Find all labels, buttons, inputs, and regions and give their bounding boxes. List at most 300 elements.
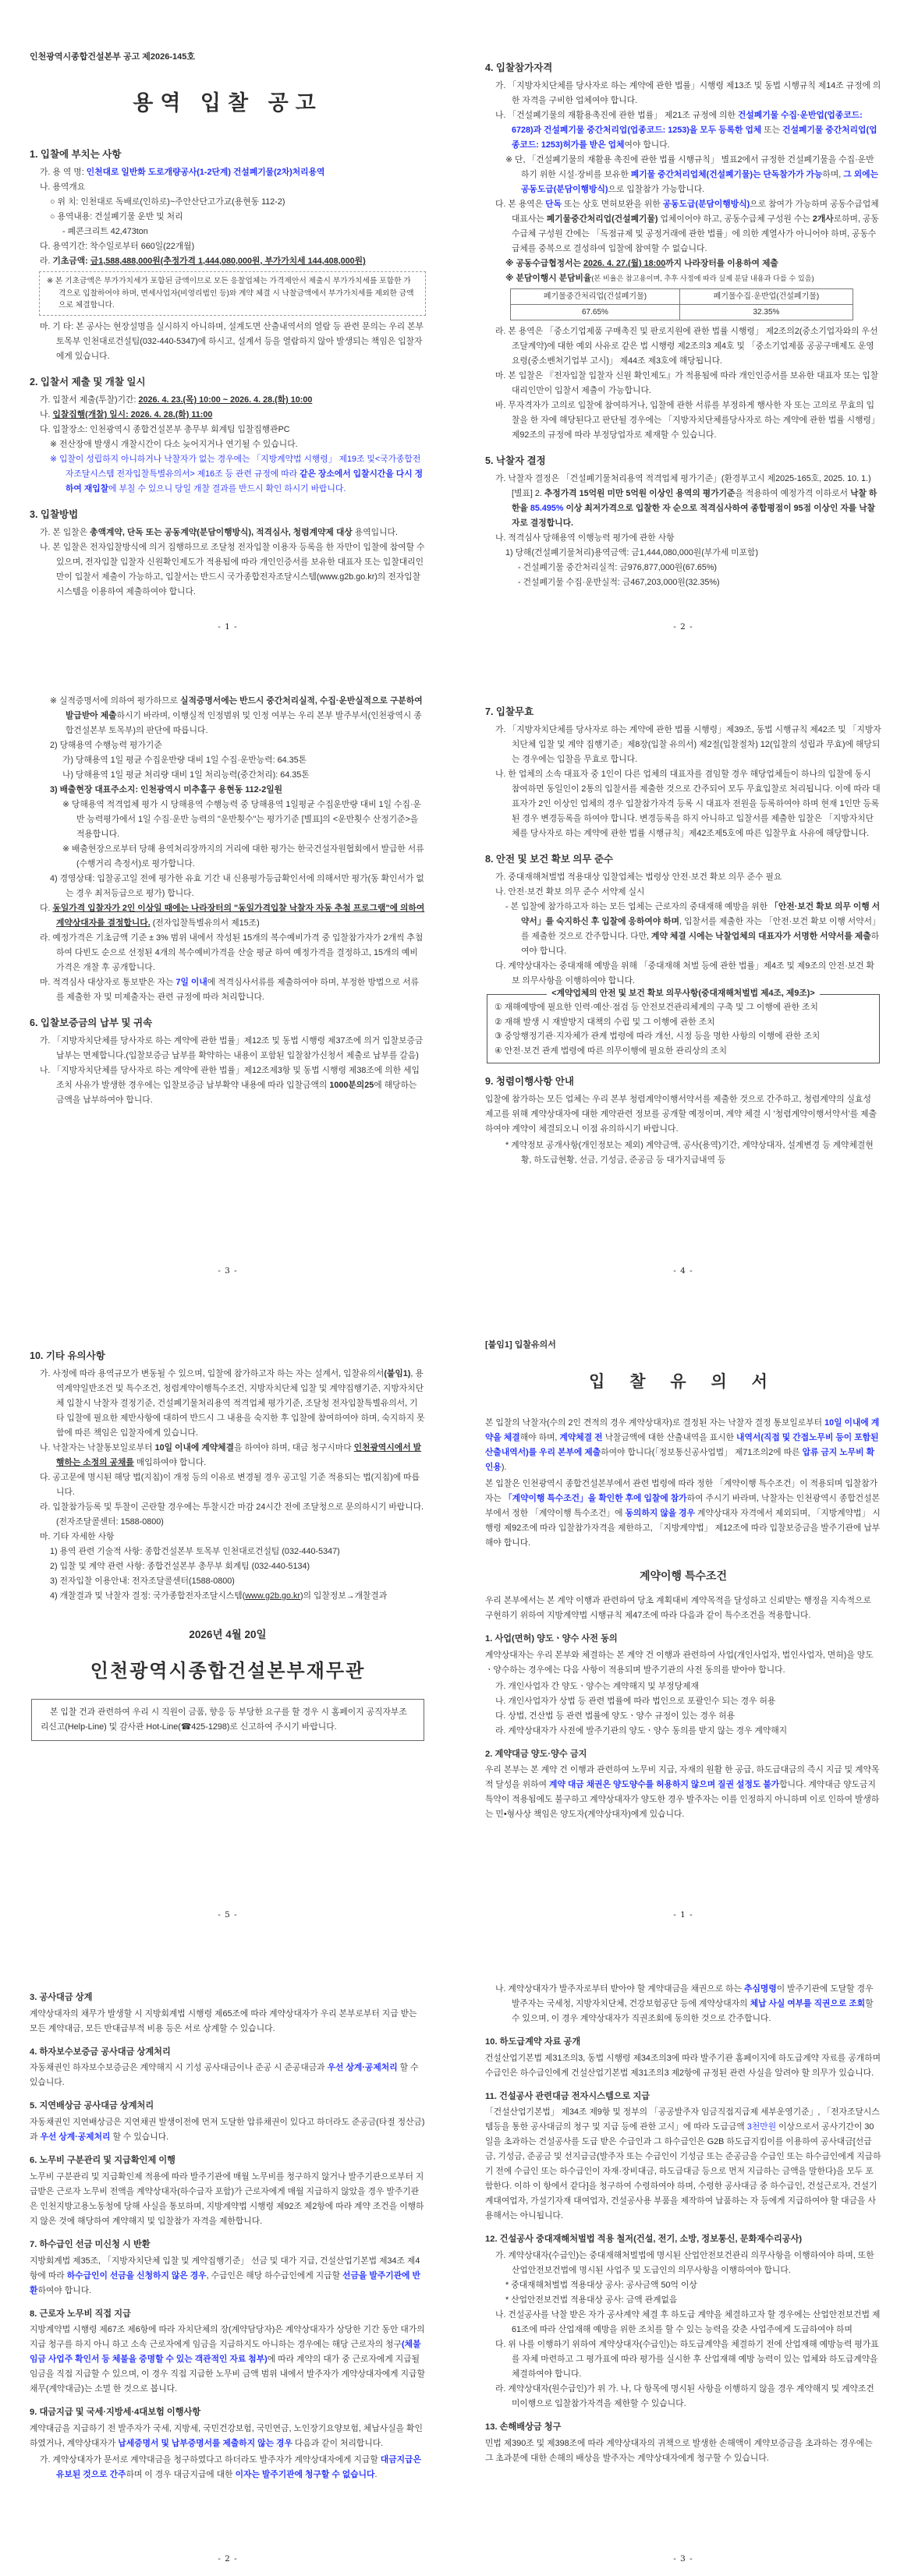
text-run: 라. 계약상대자(원수급인)가 위 가. 나, 다 항목에 명시된 사항을 이행하지 않을 경우 계약해지 및 계약조건 미이행으로 입찰참가자격을 제한할 수 있습니다. [495,2384,874,2409]
announcement-number [30,50,426,65]
text-run: 마. 기 타: 본 공사는 현장설명을 실시하지 아니하며, 설계도면 산출내역서의 열람 등 관련 문의는 우리 본부 토목부 인천대로건설팀(032-440-5347)에 하시고, 설계서 등을 열람하지 않아 발생되는 책임은 입찰자에게 있습니다. [40,321,424,361]
obligations-box [487,989,880,1063]
page-3 [0,644,456,1288]
text-run: 건설폐기물 중간처리업(업종코드: 1253)허가를 받은 업체 [512,126,877,150]
text-run: 인천광역시에서 발행하는 소정의 공채를 [56,1443,422,1467]
announcement-date [30,1626,426,1644]
list-item [30,2453,426,2482]
page-number: - 3 - [673,2553,693,2564]
text-run: 실적증명서에는 반드시 중간처리실적, 수집·운반실적으로 구분하여 발급받아 제출 [66,696,423,720]
text-run: 가. 입찰서 제출(투찰)기간: [40,395,139,405]
g2b-link[interactable]: www.g2b.go.kr [245,1591,301,1601]
page-number: - 1 - [673,1909,693,1920]
text-run: 하며, [822,170,844,179]
document-title [30,85,426,122]
text-run: * 산업안전보건법 적용대상 공사: 금액 관계없음 [505,2295,678,2305]
text-run: 3) 전자입찰 이용안내: 전자조달콜센터(1588-0800) [50,1576,235,1586]
list-item [30,1034,426,1063]
list-item [30,931,426,975]
paragraph [30,2170,426,2229]
page-number: - 2 - [673,621,693,632]
text-run: 나. 낙찰자는 낙찰통보일로부터 [40,1443,155,1453]
text-run: . [374,2469,378,2479]
text-run: 할 수 있습니다. [30,2063,419,2088]
text-run: 가. 개인사업자 간 양도ㆍ양수는 계약해지 및 부정당제재 [495,1681,699,1691]
text-run: 6. 노무비 구분관리 및 지급확인제 이행 [30,2156,175,2166]
text-run: 다음과 같이 처리합니다. [292,2438,384,2448]
paragraph [30,2254,426,2298]
text-run: 총액계약, 단독 또는 공동계약(분담이행방식), 적격심사, 청렴계약제 대상 [90,527,353,537]
text-run: 하여야 합니다. [37,2285,92,2295]
list-item [30,254,426,269]
text-run: ). [501,1463,507,1473]
text-run: - 폐콘크리트 42,473ton [62,226,148,236]
text-run: 할 수 있습니다. [110,2132,169,2143]
text-run: 3) 배출현장 대표주소지: 인천광역시 미추홀구 용현동 112-2일원 [50,785,283,794]
text-run: 1000분의25 [329,1081,374,1090]
text-run: 그 외에는 공동도급(분담이행방식) [521,170,878,194]
text-run: 하수급인이 선금을 신청하지 않은 경우 [66,2270,207,2281]
list-item [485,2293,881,2308]
subsection-heading [485,1747,881,1763]
notice-box [39,271,426,316]
page-number: - 1 - [218,621,238,632]
subsection-heading [30,2045,426,2061]
text-run: 동일가격 입찰자가 2인 이상일 때에는 나라장터의 "동일가격입찰 낙찰자 자동 추첨 프로그램"에 의하여 계약상대자를 결정합니다. [52,904,425,928]
list-item [485,546,881,561]
text-run: 나. 「건설폐기물의 재활용촉진에 관한 법률」 제21조 규정에 의한 [495,111,738,120]
attachment-title [485,1368,881,1397]
text-run: 하며 이 경우 대금지급에 대한 [126,2469,236,2479]
text-run: 다. 공고문에 명시된 해당 법(지침)이 개정 등의 이유로 변경될 경우 공고일 기준 적용되는 법(지침)에 따릅니다. [40,1473,420,1497]
text-run: 할 수 있으며, 이 경우 계약상대자가 직권조회에 동의한 것으로 간주합니다. [512,1999,874,2023]
list-item [30,195,426,210]
section-heading [485,452,881,469]
subsection-heading [485,2089,881,2105]
table-header-cell: 폐기물중간처리업(건설폐기물) [511,289,680,305]
text-run: 공동도급(분담이행방식) [662,200,750,209]
text-run: 라. [40,256,53,266]
list-item [30,393,426,408]
list-item [30,525,426,540]
text-run: 지방회계법 제35조, 「지방자치단체 입찰 및 계약집행기준」 선금 및 대가 지급, 건설산업기본법 제34조 제4항에 따라 [30,2256,420,2281]
text-run: )의 입찰정보→개찰결과 [300,1591,388,1601]
text-run: ※ 배출현장으로부터 당해 용역처리장까지의 거리에 대한 평가는 한국건설자원협회에서 발급한 서류(수행거리 측정서)로 평가합니다. [62,844,424,869]
text-run: 에 부칠 수 있으니 당일 개찰 결과를 반드시 확인 하시기 바랍니다. [108,483,346,494]
text-run: 마. 본 입찰은 『전자입찰 입찰자 신원 확인제도』가 적용됨에 따라 개인인증서를 보유한 대표자 또는 입찰대리인만이 입찰서 제출이 가능합니다. [495,371,879,395]
paragraph [30,2061,426,2090]
subsection-heading [30,2099,426,2114]
text-run: , 수급인은 해당 하수급인에게 지급할 [206,2270,343,2281]
text-run: 2026. 4. 27.(월) 18:00 [583,259,666,268]
text-run: 우선 상계·공제처리 [40,2132,111,2143]
text-run: 나. 계약상대자가 발주자로부터 받아야 할 계약대금을 채권으로 하는 [495,1984,745,1994]
text-run: 1) 당해(건설폐기물처리)용역금액: 금1,444,080,000원(부가세 미포함) [505,548,759,557]
text-run: 2. 입찰서 제출 및 개찰 일시 [30,376,146,387]
text-run: - 건설폐기물 중간처리실적: 금976,877,000원(67.65%) [518,563,718,572]
text-run: 7일 이내 [175,978,207,987]
text-run: 이상 최저가격으로 입찰한 자 순으로 적격심사하여 종합평점이 95점 이상인 자를 낙찰자로 결정합니다. [512,504,876,528]
text-run: 「건설산업기본법」 제34조 제9항 및 정부의 「공공발주자 임금직접지급제 세부운영기준」, 「전자조달시스템등을 통한 공사대금의 청구 및 지급 등에 관한 고시」에 따라 도급금액 [485,2107,880,2132]
text-run: 지방계약법 시행령 제67조 제6항에 따라 자치단체의 장(계약담당자)은 계약상대자가 상당한 기간 동안 대가의 지급 청구를 하지 아니 하고 소속 근로자에게 임금을 지급하지도 아니하는 경우에는 해당 근로자의 청구 [30,2325,425,2350]
table-cell: 67.65% [511,305,680,320]
list-item [30,842,426,872]
list-item [485,2278,881,2293]
text-run: ※ 단, 「건설폐기물의 재활용 촉진에 관한 법률 시행규칙」 별표2에서 규정한 건설폐기물을 수집·운반하기 위한 시설·장비를 보유한 [505,155,874,179]
text-run: 낙찰금액에 대한 산출내역을 표시한 [602,1433,737,1443]
paragraph [485,1594,881,1623]
list-item [30,1589,426,1604]
report-box [31,1699,424,1741]
list-item [30,225,426,239]
paragraph [485,1477,881,1551]
text-run: 2026년 4월 20일 [189,1629,267,1640]
list-item [485,398,881,443]
section-heading [30,506,426,523]
text-run: 13. 손해배상금 청구 [485,2422,562,2433]
text-run: 폐기물중간처리업(건설폐기물) [546,214,658,224]
text-run: 내역서(직접 및 간접노무비 등이 포함된 산출내역서)를 우리 본부에 제출 [485,1433,879,1458]
text-run: 나. 적격심사 당해용역 이행능력 평가에 관한 사항 [495,533,675,543]
list-item [485,271,881,286]
text-run: 4. 하자보수보증금 공사대금 상계처리 [30,2047,171,2057]
text-run: 나. 본 입찰은 전자입찰방식에 의거 집행하므로 조달청 전자입찰 이용자 등록을 한 자만이 입찰에 참여할 수 있으며, 전자입찰 입찰자 신원확인제도가 적용됨에 따라 개인인증서를 보유한 대표자 또는 입찰대리인만이 입찰서 제출이 가능하고, 입찰서는 반드시 국가종합전자조달시스템(www.g2b.go.kr)의 전자입찰시스템을 이용하여 제출하여야 합니다. [40,542,425,596]
page-7 [0,1932,456,2576]
text-run: 6. 입찰보증금의 납부 및 귀속 [30,1017,153,1028]
text-run: 여야 합니다. [624,140,670,150]
text-run: 다. 입찰장소: 인천광역시 종합건설본부 총무부 회계팀 입찰집행관PC [40,424,290,434]
list-item [485,531,881,546]
text-run: 에 해당하는 금액을 납부하여야 합니다. [56,1081,417,1105]
text-run: 우리 본부에서는 본 계약 이행과 관련하여 당초 계획대비 계약목적을 달성하고 신뢰받는 행정을 지속적으로 구현하기 위하여 지방계약법 시행규칙 제47조에 따라 다음과 같이 특수조건을 적용합니다. [485,1595,871,1620]
text-run: ※ 본 기초금액은 부가가치세가 포함된 금액이므로 모든 응찰업체는 가격제안서 제출시 부가가치세를 포함한 가격으로 입찰하여야 하며, 면세사업자(비영리법인 등)와 계약 체결 시 낙찰금액에서 부가가치세를 제외한 금액으로 체결합니다. [47,276,414,310]
text-run: 다. 상법, 건산법 등 관련 법률에 양도ㆍ양수 규정이 있는 경우 허용 [495,1711,736,1721]
text-run: 같은 장소에서 입찰시간을 다시 정하여 재입찰 [66,469,424,494]
list-item [30,423,426,437]
text-run: 본 입찰 건과 관련하여 우리 시 직원이 금품, 향응 등 부당한 요구를 할 경우 시 홈페이지 공직자부조리신고(Help-Line) 및 감사관 Hot-Line(☎425-1298)로 신고하여 주시기 바랍니다. [41,1707,407,1732]
text-run: 이 발주기관에 도달할 경우 발주자는 국세청, 지방자치단체, 건강보험공단 등에 계약상대자의 [512,1984,874,2008]
text-run: 나) 당해용역 1일 평균 처리량 대비 1일 처리능력(중간처리): 64.35톤 [62,770,310,780]
list-item [30,798,426,842]
text-run: 낙찰 하한율 [512,489,877,513]
list-item [30,1441,426,1470]
text-run: 다. 용역기간: 착수일로부터 660일(22개월) [40,241,195,251]
text-run: 라. 본 용역은 「중소기업제품 구매촉진 및 판로지원에 관한 법률 시행령」 제2조의2(중소기업자와의 우선조달계약)에 대한 예외 사유로 같은 법 시행령 제2조의3 제4호 및 「중소기업제품 공공구매제도 운영요령(중소벤처기업부 고시)」 제44조 제3호에 해당됩니다. [495,327,878,366]
text-run: 노무비 구분관리 및 지급확인제 적용에 따라 발주기관에 매월 노무비를 청구하지 않거나 발주기관으로부터 지급받은 근로자 노무비 전액을 계약상대자(하수급자 포함)가 근로자에게 매월 지급하지 않았을 경우 발주기관은 인천지방고용노동청에 당해 사실을 통보하며, 지방계약법 시행령 제92조 제2항에 따라 계약 조건을 이행하지 않은 것에 해당하여 계약해지 및 입찰참가 자격을 제한합니다. [30,2171,424,2226]
subsection-heading [485,2035,881,2051]
text-run: , 용역계약일반조건 및 특수조건, 청렴계약이행특수조건, 지방자치단체 입찰 및 계약집행기준, 지방자치단체 입찰시 낙찰자 결정기준, 건설폐기물처리용역 적격업체 평가기준, 조달청 전자입찰특별유의서, 기타 입찰에 필요한 제반사항에 대하여 반드시 그 내용을 숙지한 후 입찰에 참여하여야 하며, 숙지하지 못함에 따른 책임은 입찰자에게 있습니다. [56,1369,425,1438]
text-run: 다. [40,904,53,913]
list-item [30,872,426,901]
section-heading [30,1347,426,1364]
list-item [485,2337,881,2382]
list-item [485,369,881,398]
text-run: 계약 대금 채권은 양도양수를 허용하지 않으며 질권 설정도 불가 [549,1780,780,1790]
text-run: ※ 전산장애 발생시 개찰시간이 다소 늦어지거나 연기될 수 있습니다. [50,439,298,449]
text-run: 또는 [761,126,783,135]
list-item [30,1063,426,1108]
text-run: 에 적격심사서류를 제출하여야 하며, 부정한 방법으로 서류를 제출한 자 및 미제출자는 관련 규정에 따라 처리합니다. [56,978,420,1002]
list-item [485,767,881,841]
text-run: (본 비율은 참고용이며, 추후 사정에 따라 실제 분담 내용과 다를 수 있음) [591,274,814,282]
text-run: 85.495% [530,504,564,513]
text-run: 계약대금을 지급하기 전 발주자가 국세, 지방세, 국민건강보험, 국민연금, 노인장기요양보험, 체납사실을 확인하였거나, 계약상대자가 [30,2423,423,2448]
text-run: ※ 분담이행시 분담비율 [505,274,592,283]
text-run: 납세증명서 및 납부증명서를 제출하지 않는 경우 [118,2438,292,2448]
paragraph [30,2007,426,2036]
box-text [41,1705,415,1735]
text-run: 계약상대자는 우리 본부와 체결하는 본 계약 건 이행과 관련하여 사업(개인사업자, 법인사업자, 면허)을 양도ㆍ양수하는 경우에는 다음 사항이 적용되며 발주기관의 사전 동의를 받아야 합니다. [485,1650,874,1675]
text-run: 또는 상호 면허보완을 위한 [562,200,663,209]
list-item [30,1530,426,1545]
text-run: 입 찰 유 의 서 [589,1373,778,1392]
list-item [30,452,426,497]
paragraph [485,1763,881,1822]
text-run: (붙임1) [384,1369,411,1378]
list-item [485,900,881,959]
text-run: 다. 계약상대자는 중대재해 예방을 위해 「중대재해 처벌 등에 관한 법률」제4조 및 제9조의 안전·보건 확보 의무사항을 이행하여야 합니다. [495,961,874,985]
text-run: 업체이어야 하고, 공동수급체 구성원 수는 [658,214,813,224]
obligation-item: ③ 중앙행정기관·지자체가 관계 법령에 따라 개선, 시정 등을 명한 사항의 이행에 관한 조치 [494,1031,821,1042]
text-run: 가. 「지방자치단체를 당사자로 하는 계약에 관한 법률」시행령 제13조 및 동법 시행규칙 제14조 규정에 의한 자격을 구비한 업체여야 합니다. [495,81,881,105]
text-run: 이상으로서 공사기간이 30일을 초과하는 건설공사를 도급 받은 수급인과 그 하수급인은 G2B 하도급지킴이를 이용하여 공사대금[선급금, 기성금, 준공금 및 선지급금(발주자 또는 수급인이 기성금 또는 준공금을 수급인 또는 하수급인에게 지급하기 전에 수급인 또는 하수급인이 자재·장비대금, 하도급대금 등으로 먼저 지급하는 금액을 말한다)을 모두 포함한다. 이하 이 항에서 같다]을 청구하여 수령하여야 하며, 수령한 공사대금 중 하수급인, 건설근로자, 건설기계대여업자, 가설기자재 대여업자, 건설공사용 부품을 제작하여 납품하는 자 등에게 지급하여야 할 대금을 사용해서는 아니됩니다. [485,2122,881,2221]
text-run: 본 입찰은 인천광역시 종합건설본부에서 관련 법령에 따라 정한 「계약이행 특수조건」이 적용되며 입찰참가자는 [485,1479,878,1504]
text-run: ○ 용역내용: 건설폐기물 운반 및 처리 [50,211,183,221]
text-run: - 본 입찰에 참가하고자 하는 모든 업체는 근로자의 중대재해 예방을 위한 [505,902,771,911]
subsection-heading [485,2232,881,2248]
text-run: 8. 안전 및 보건 확보 의무 준수 [485,854,614,865]
text-run: 3. 공사대금 상계 [30,1993,93,2002]
text-run: 10일 이내에 계약을 체결 [485,1418,880,1443]
section-heading [485,703,881,720]
text-run: - 건설폐기물 수집·운반실적: 금467,203,000원(32.35%) [518,578,720,587]
text-run: 으로 입찰참가 가능합니다. [608,185,705,194]
text-run: 4) 개찰결과 및 낙찰자 결정: 국가종합전자조달시스템( [50,1591,246,1601]
page-8 [456,1932,911,2576]
section-heading [30,1014,426,1031]
text-run: 건설산업기본법 제31조의3, 동법 시행령 제34조의3에 따라 발주기관 홈페이지에 하도급계약 자료를 공개하며 수급인은 하수급인에게 건설산업기본법 제31조의3 제2항에 규정된 관련 사실을 알려야 할 의무가 있습니다. [485,2053,881,2078]
text-run: 5. 지연배상금 공사대금 상계처리 [30,2101,154,2111]
text-run: 나. 용역개요 [40,182,86,192]
text-run: 민법 제390조 및 제398조에 따라 계약상대자의 귀책으로 발생한 손해액이 계약보증금을 초과하는 경우에는 그 초과분에 대한 손해의 배상을 발주자는 계약상대자에게 청구할 수 있습니다. [485,2438,873,2463]
subsection-heading [485,2420,881,2436]
text-run: 7. 하수급인 선금 미신청 시 반환 [30,2239,151,2249]
text-run: 하여 주시기 바라며, 낙찰자는 인천광역시 종합건설본부에서 정한 「계약이행 특수조건」에 [485,1494,881,1519]
subsection-heading [30,2405,426,2421]
section-heading [30,146,426,163]
text-run: 본 입찰의 낙찰자(수의 2인 견적의 경우 계약상대자)로 결정된 자는 낙찰자 결정 통보일로부터 [485,1418,825,1428]
list-item [30,768,426,783]
page-number: - 5 - [218,1909,238,1920]
text-run: 가. 「지방자치단체를 당사자로 하는 계약에 관한 법률 시행령」제39조, 동법 시행규칙 제42조 및 「지방자치단체 입찰 및 계약 집행기준」제8장(입찰 유의서) 제2절(입찰절차) 12(입찰의 성립과 무효)에 해당되는 경우에는 입찰을 무효로 합니다. [495,725,881,764]
list-item [30,901,426,931]
text-run: 계약이행 특수조건 [639,1569,728,1583]
page-number: - 4 - [673,1265,693,1276]
text-run: 추심명령 [744,1984,777,1994]
text-run: 자동채권인 지연배상금은 지연채권 발생이전에 먼저 도달한 압류채권이 있다고 하더라도 준공금(타절 정산금)과 [30,2118,425,2143]
paragraph [485,1092,881,1137]
text-run: 다. 본 용역은 [495,200,546,209]
text-run: 12. 건설공사 중대재해처벌법 적용 철저(건설, 전기, 소방, 정보통신, 문화재수리공사) [485,2235,803,2245]
text-run: 해야 하며, [519,1433,560,1443]
paragraph [485,2105,881,2224]
text-run: 라. 계약상대자가 사전에 발주기관의 양도ㆍ양수 동의를 받지 않는 경우 계약해지 [495,1725,788,1736]
text-run: 우선 상계·공제처리 [327,2063,398,2073]
text-run: 폐기물 중간처리업체(건설폐기물)는 단독참가가 가능 [630,170,823,179]
text-run: 입찰에 참가하는 모든 업체는 우리 본부 청렴계약이행서약서를 제출한 것으로 간주하고, 청렴계약의 실효성 제고를 위해 계약상대자에 대한 계약관련 정보를 공개할 예정이며, 계약 체결 시 '청렴계약이행서약서'를 제출하여야 계약이 체결되오니 이점 유의하시기 바랍니다. [485,1094,877,1134]
text-run: 4) 경영상태: 입찰공고일 전에 평가한 유효 기간 내 신용평가등급확인서에 의해서만 평가(동 확인서가 없는 경우 최저등급으로 평가) 합니다. [50,874,424,898]
list-item [485,79,881,108]
text-run: 나. [40,409,53,419]
text-run: 계약 체결 시에는 낙찰업체의 대표자가 서명한 서약서를 제출 [651,932,871,941]
text-run: 대금지급은 유보된 것으로 간주 [56,2454,421,2479]
box-text [47,275,418,312]
text-run: 9. 대금지급 및 국세·지방세·4대보험 이행사항 [30,2408,201,2418]
list-item [485,1694,881,1709]
text-run: 용역입니다. [352,527,398,537]
list-item [485,2308,881,2337]
list-item [30,180,426,195]
text-run: 2) 당해용역 수행능력 평가기준 [50,741,162,750]
text-run: 자동채권인 하자보수보증금은 계약해지 시 기성 공사대금이나 준공 시 준공대금과 [30,2063,328,2073]
table-header-cell: 폐기물수집·운반업(건설폐기물) [679,289,853,305]
text-run: 2026. 4. 23.(목) 10:00 ~ 2026. 4. 28.(화) 10:00 [138,395,313,405]
subsection-heading [30,2238,426,2253]
text-run: 건설폐기물 수집·운반업(업종코드: 6728)과 건설폐기물 중간처리업(업종코드: 1253)을 모두 등록한 업체 [512,111,863,135]
text-run: 압류 금지 노무비 확인용 [485,1448,875,1473]
list-item [485,575,881,590]
list-item [485,561,881,575]
text-run: 바. 무자격자가 고의로 입찰에 참여하거나, 입찰에 관한 서류를 부정하게 행사한 자 또는 고의로 무효의 입찰을 한 자에 해당된다고 판단될 경우에는 「지방자치단체를당사자로 하는 계약에 관한 법률 시행령」제92조의 규정에 따라 부정당업자로 제재할 수 있습니다. [495,401,880,440]
list-item [30,210,426,225]
list-item [30,540,426,600]
paragraph [485,1416,881,1475]
text-run: 2) 입찰 및 계약 관련 사항: 종합건설본부 총무부 회계팀 (032-440-5134) [50,1562,310,1571]
list-item [30,437,426,452]
text-run: 다. 위 나를 이행하기 위하여 계약상대자(수급인)는 하도급계약을 체결하기 전에 산업재해 예방능력 평가표를 자체 마련하고 그 평가표에 따라 평가를 실시한 후 산업재해 예방 능력이 있는 업체와 하도급계약을 체결하여야 합니다. [495,2340,879,2380]
page-6 [456,1288,911,1932]
text-run: 8. 근로자 노무비 직접 지급 [30,2309,131,2319]
list-item [485,959,881,989]
list-item [485,1138,881,1168]
list-item [30,1559,426,1574]
text-run: 1. 입찰에 부치는 사항 [30,148,122,160]
text-run: 2. 계약대금 양도·양수 금지 [485,1749,587,1759]
page-1 [0,0,456,644]
text-run: 가. 계약상대자가 문서로 계약대금을 청구하였다고 하더라도 발주자가 계약상대자에게 지급할 [40,2454,381,2465]
text-run: 「안전·보건 확보 의무 이행 서약서」를 숙지하신 후 입찰에 응하여야 하며 [521,902,881,926]
text-run: 「계약이행 특수조건」을 확인한 후에 입찰에 참가 [503,1494,687,1504]
text-run: 선금을 발주기관에 반환 [30,2270,420,2295]
text-run: 인천광역시종합건설본부재무관 [90,1660,366,1682]
text-run: 11. 건설공사 관련대금 전자시스템으로 지급 [485,2091,650,2101]
text-run: 라. 예정가격은 기초금액 기준 ± 3% 범위 내에서 작성된 15개의 복수예비가격 중 입찰참가자가 2개씩 추첨하여 다빈도 순으로 선정된 4개의 복수예비가격을 산술 평균 하여 예정가격을 결정하고, 15개의 예비가격은 개찰 후 공개합니다. [40,933,424,972]
text-run: ○ 위 치: 인천대로 독배로(인하로)~주안산단고가교(용현동 112-2) [50,196,285,207]
text-run: 우리 본부는 본 계약 건 이행과 관련하여 노무비 지급, 자재의 원활 한 공급, 하도급대금의 즉시 지급 및 계약목적 달성을 위하여 [485,1765,880,1790]
text-run: 이자는 발주기관에 청구할 수 없습니다 [235,2469,375,2479]
attachment-label [485,1338,881,1353]
list-item [30,320,426,364]
list-item [30,783,426,798]
section-heading [485,59,881,76]
list-item [485,1982,881,2026]
share-ratio-table [510,288,853,320]
list-item [30,975,426,1005]
section-heading [30,373,426,391]
text-run: 으로 참여가 가능하며 공동수급업체 대표사는 [512,200,879,224]
text-run: 가. 「지방자치단체를 당사자로 하는 계약에 관한 법률」제12조 및 동법 시행령 제37조에 의거 입찰보증금 납부는 면제합니다.(입찰보증금 납부를 확약하는 내용이 포함된 입찰참가신청서 제출로 납부를 갈음) [40,1036,424,1060]
text-run: 10. 기타 유의사항 [30,1350,105,1361]
paragraph [30,2323,426,2397]
text-run: 가) 당해용역 1일 평균 수집운반량 대비 1일 수집·운반능력: 64.35톤 [62,755,307,765]
list-item [30,408,426,423]
page-number: - 3 - [218,1265,238,1276]
obligation-item: ④ 안전·보건 관계 법령에 따른 의무이행에 필요한 관리상의 조치 [494,1046,728,1056]
list-item [30,165,426,180]
text-run: 나. 건설공사를 낙찰 받은 자가 공사계약 체결 후 하도급 계약을 체결하고자 할 경우에는 산업안전보건법 제61조에 따라 산업재해 예방을 위한 조치를 할 수 있는 능력을 갖춘 사업주에게 도급하여야 하며 [495,2310,881,2335]
section-heading [485,1073,881,1090]
text-run: 3천만원 [746,2122,777,2132]
paragraph [30,2115,426,2145]
text-run: 마. 적격심사 대상자로 통보받은 자는 [40,978,176,987]
subsection-heading [485,1632,881,1647]
text-run: 동의하지 않을 경우 [625,1509,696,1519]
list-item [30,1545,426,1559]
paragraph [485,1648,881,1678]
issuing-authority [30,1655,426,1688]
list-item [485,1724,881,1739]
text-run: (전자입찰특별유의서 제15조) [150,918,260,928]
text-run: 하시기 바라며, 이행실적 인정범위 및 인정 여부는 우리 본부 발주부서(인천광역시 종합건설본부 토목부)의 판단에 따릅니다. [66,711,422,735]
list-item [30,1574,426,1589]
text-run: 매입하여야 합니다. [133,1458,207,1467]
page-4 [456,644,911,1288]
text-run: 가. 낙찰자 결정은 「건설폐기물처리용역 적격업체 평가기준」(환경부고시 제2025-165호, 2025. 10. 1.) [별표] 2. [495,474,871,498]
text-run: 로하며, 공동수급체 구성원 간에는 「독점규제 및 공정거래에 관한 법률」에 의한 계열사가 아니어야 하며, 공동수급체를 중복으로 결성하여 입찰에 참여할 수 없습니다. [512,214,879,253]
text-run: 인천광역시종합건설본부 공고 제2026-145호 [30,52,195,62]
list-item [30,239,426,254]
text-run: 단독 [545,200,562,209]
text-run: 을 적용하여 예정가격 이하로서 [735,489,851,498]
page-number: - 2 - [218,2553,238,2564]
obligation-item: ② 재해 발생 시 재발방지 대책의 수립 및 그 이행에 관한 조치 [494,1017,715,1027]
paragraph [485,2436,881,2466]
list-item [30,1500,426,1530]
text-run: (체불임금 사업주 확인서 등 체불을 증명할 수 있는 객관적인 자료 첨부) [30,2340,421,2365]
text-run: 에 따라 계약의 대가 중 근로자에게 지급될 임금을 직접 지급할 수 있으며, 이 경우 직접 지급한 노무비 금액 범위 내에서 발주자가 계약상대자에게 지급할 채무(계약대금)는 소멸 한 것으로 봅니다. [30,2355,425,2394]
text-run: 나. 안전·보건 확보 의무 준수 서약제 실시 [495,887,645,897]
text-run: 가. 계약상대자(수급인)는 중대재해처벌법에 명시된 산업안전보건관리 의무사항을 이행하여야 하며, 또한 산업안전보건법에 명시된 사업주 및 도급인의 의무사항을 이행하여야 합니다. [495,2251,874,2276]
list-item [30,738,426,753]
list-item [485,885,881,900]
text-run: 인천대로 일반화 도로개량공사(1-2단계) 건설폐기물(2차)처리용역 [86,167,325,177]
list-item [485,2382,881,2411]
text-run: [붙임1] 입찰유의서 [485,1340,556,1350]
text-run: 10. 하도급계약 자료 공개 [485,2037,581,2047]
list-item [485,108,881,153]
text-run: 추정가격 15억원 미만 5억원 이상인 용역의 평가기준 [544,489,736,498]
section-heading [485,851,881,868]
page-5 [0,1288,456,1932]
text-run: 금1,588,488,000원(추정가격 1,444,080,000원, 부가가치세 144,408,000원) [90,256,366,266]
paragraph [30,2422,426,2451]
list-item [485,472,881,531]
special-conditions-title [485,1566,881,1586]
text-run: ※ 공동수급협정서는 [505,259,583,268]
text-run: 10일 이내에 계약체결 [154,1443,235,1453]
subsection-heading [30,2153,426,2169]
list-item [485,1679,881,1694]
